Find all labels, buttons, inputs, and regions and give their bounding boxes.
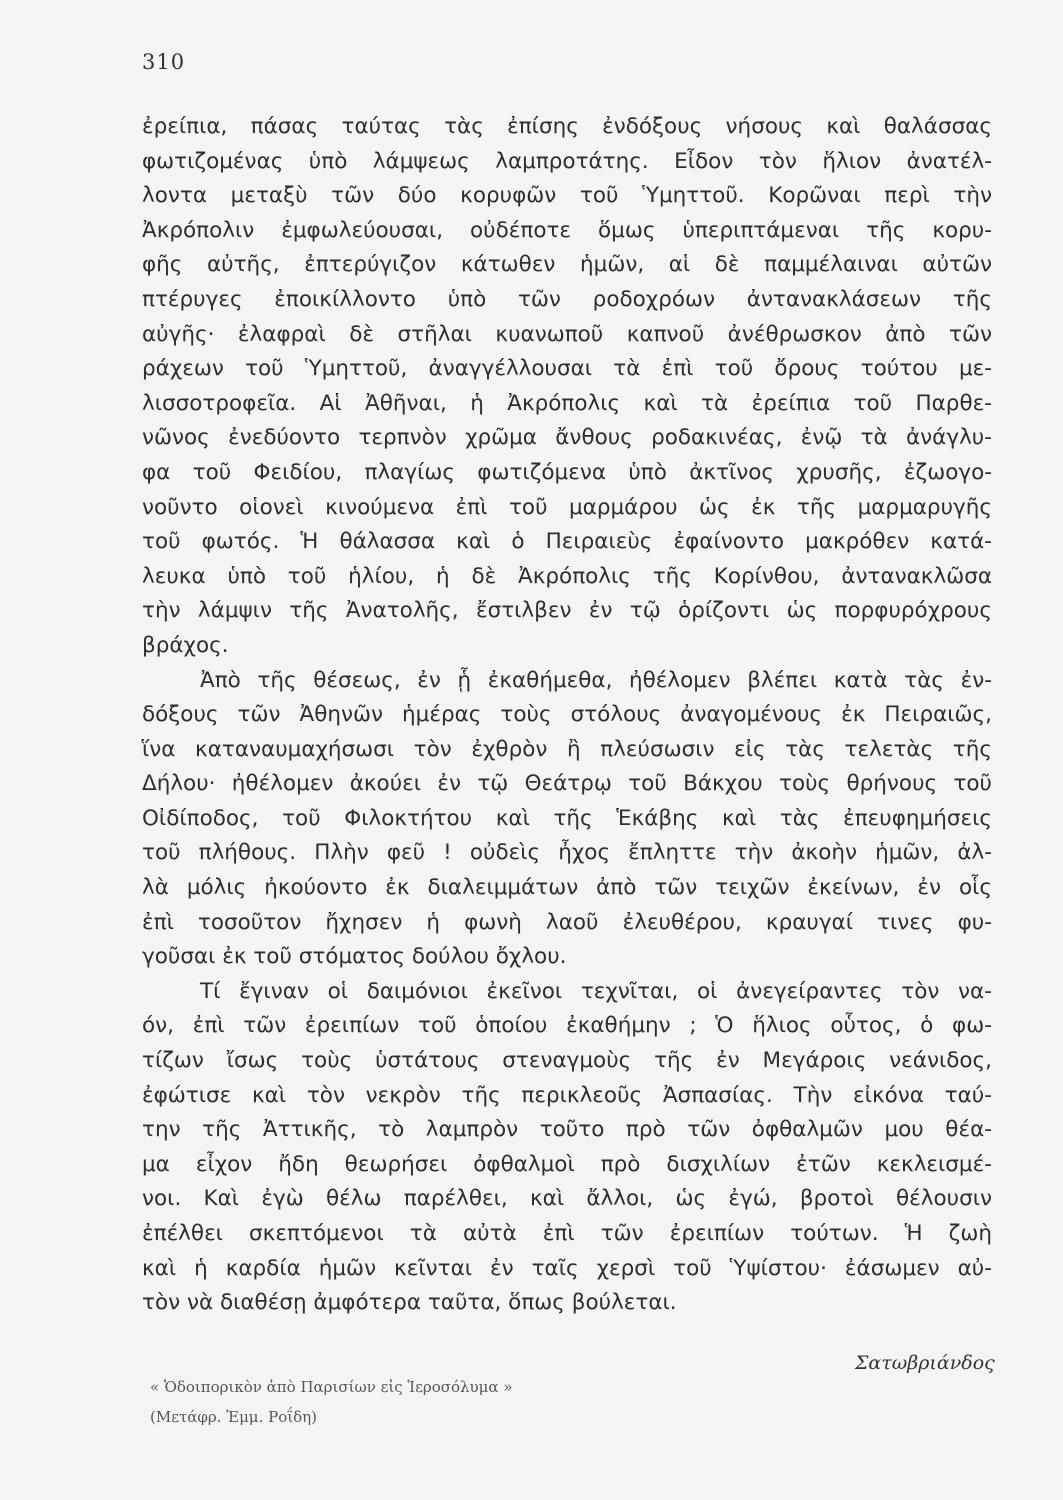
- paragraph-1: [142, 110, 992, 664]
- text-line: τὸν νὰ διαθέσῃ ἀμφότερα ταῦτα, ὅπως βούλεται.: [142, 1290, 677, 1316]
- text-line: λοντα μεταξὺ τῶν δύο κορυφῶν τοῦ Ὑμηττοῦ. Κορῶναι περὶ τὴν: [142, 183, 992, 209]
- text-line: Δήλου· ἠθέλομεν ἀκούει ἐν τῷ Θεάτρῳ τοῦ Βάκχου τοὺς θρήνους τοῦ: [142, 771, 992, 797]
- author-signature: Σατωβριάνδος: [855, 1352, 995, 1374]
- page-number: 310: [142, 50, 186, 74]
- text-line: φα τοῦ Φειδίου, πλαγίως φωτιζόμενα ὑπὸ ἀκτῖνος χρυσῆς, ἐζωογο-: [142, 459, 992, 485]
- text-line: φωτιζομένας ὑπὸ λάμψεως λαμπροτάτης. Εἶδον τὸν ἥλιον ἀνατέλ-: [142, 148, 992, 174]
- text-line: ἐπὶ τοσοῦτον ἤχησεν ἡ φωνὴ λαοῦ ἐλευθέρου, κραυγαί τινες φυ-: [142, 909, 992, 935]
- text-line: Οἰδίποδος, τοῦ Φιλοκτήτου καὶ τῆς Ἑκάβης καὶ τὰς ἐπευφημήσεις: [142, 805, 992, 831]
- text-line: καὶ ἡ καρδία ἡμῶν κεῖνται ἐν ταῖς χερσὶ τοῦ Ὑψίστου· ἐάσωμεν αὐ-: [142, 1255, 992, 1281]
- text-line: ἐπέλθει σκεπτόμενοι τὰ αὐτὰ ἐπὶ τῶν ἐρειπίων τούτων. Ἡ ζωὴ: [142, 1221, 992, 1246]
- source-title: « Ὁδοιπορικὸν ἀπὸ Παρισίων εἰς Ἱεροσόλυμα »: [150, 1378, 513, 1396]
- text-line: τοῦ πλήθους. Πλὴν φεῦ ! οὐδεὶς ἦχος ἔπληττε τὴν ἀκοὴν ἡμῶν, ἀλ-: [142, 840, 992, 866]
- text-line: γοῦσαι ἐκ τοῦ στόματος δούλου ὄχλου.: [142, 944, 567, 970]
- text-line: πτέρυγες ἐποικίλλοντο ὑπὸ τῶν ροδοχρόων ἀντανακλάσεων τῆς: [142, 286, 992, 312]
- text-line: νοῦντο οἱονεὶ κινούμενα ἐπὶ τοῦ μαρμάρου ὡς ἐκ τῆς μαρμαρυγῆς: [142, 494, 992, 520]
- source-translator: (Μετάφρ. Ἐμμ. Ροΐδη): [150, 1408, 317, 1426]
- paragraph-3: [142, 975, 992, 1321]
- text-line: λευκα ὑπὸ τοῦ ἡλίου, ἡ δὲ Ἀκρόπολις τῆς Κορίνθου, ἀντανακλῶσα: [142, 563, 992, 589]
- text-line: λισσοτροφεῖα. Αἱ Ἀθῆναι, ἡ Ἀκρόπολις καὶ τὰ ἐρείπια τοῦ Παρθε-: [142, 390, 992, 416]
- text-line: ράχεων τοῦ Ὑμηττοῦ, ἀναγγέλλουσαι τὰ ἐπὶ τοῦ ὄρους τούτου με-: [142, 356, 992, 382]
- text-line: όν, ἐπὶ τῶν ἐρειπίων τοῦ ὁποίου ἐκαθήμην ; Ὁ ἥλιος οὗτος, ὁ φω-: [142, 1013, 992, 1039]
- text-line: ἐρείπια, πάσας ταύτας τὰς ἐπίσης ἐνδόξους νήσους καὶ θαλάσσας: [142, 114, 992, 139]
- text-line: την τῆς Ἀττικῆς, τὸ λαμπρὸν τοῦτο πρὸ τῶν ὀφθαλμῶν μου θέα-: [142, 1117, 992, 1143]
- text-line: νοι. Καὶ ἐγὼ θέλω παρέλθει, καὶ ἄλλοι, ὡς ἐγώ, βροτοὶ θέλουσιν: [142, 1186, 992, 1212]
- text-line: λὰ μόλις ἠκούοντο ἐκ διαλειμμάτων ἀπὸ τῶν τειχῶν ἐκείνων, ἐν οἷς: [142, 875, 992, 901]
- body-text: [142, 110, 992, 1321]
- text-line: Ἀκρόπολιν ἐμφωλεύουσαι, οὐδέποτε ὅμως ὑπεριπτάμεναι τῆς κορυ-: [142, 217, 992, 243]
- source-citation: [150, 1372, 512, 1432]
- text-line: μα εἶχον ἤδη θεωρήσει ὀφθαλμοὶ πρὸ δισχιλίων ἐτῶν κεκλεισμέ-: [142, 1151, 992, 1177]
- text-line: νῶνος ἐνεδύοντο τερπνὸν χρῶμα ἄνθους ροδακινέας, ἐνῷ τὰ ἀνάγλυ-: [142, 425, 992, 451]
- text-line: τίζων ἴσως τοὺς ὑστάτους στεναγμοὺς τῆς ἐν Μεγάροις νεάνιδος,: [142, 1048, 992, 1074]
- text-line: τοῦ φωτός. Ἡ θάλασσα καὶ ὁ Πειραιεὺς ἐφαίνοντο μακρόθεν κατά-: [142, 529, 992, 555]
- text-line: Ἀπὸ τῆς θέσεως, ἐν ᾗ ἐκαθήμεθα, ἠθέλομεν βλέπει κατὰ τὰς ἐν-: [200, 667, 992, 693]
- text-line: φῆς αὐτῆς, ἐπτερύγιζον κάτωθεν ἡμῶν, αἱ δὲ παμμέλαιναι αὐτῶν: [142, 252, 992, 278]
- paragraph-2: [142, 664, 992, 975]
- text-line: τὴν λάμψιν τῆς Ἀνατολῆς, ἔστιλβεν ἐν τῷ ὁρίζοντι ὡς πορφυρόχρους: [142, 598, 992, 624]
- text-line: βράχος.: [142, 632, 229, 658]
- text-line: αὐγῆς· ἐλαφραὶ δὲ στῆλαι κυανωποῦ καπνοῦ ἀνέθρωσκον ἀπὸ τῶν: [142, 321, 992, 347]
- text-line: ἐφώτισε καὶ τὸν νεκρὸν τῆς περικλεοῦς Ἀσπασίας. Τὴν εἰκόνα ταύ-: [142, 1082, 992, 1108]
- text-line: δόξους τῶν Ἀθηνῶν ἡμέρας τοὺς στόλους ἀναγομένους ἐκ Πειραιῶς,: [142, 702, 992, 728]
- text-line: Τί ἔγιναν οἱ δαιμόνιοι ἐκεῖνοι τεχνῖται, οἱ ἀνεγείραντες τὸν να-: [200, 978, 992, 1004]
- text-line: ἵνα καταναυμαχήσωσι τὸν ἐχθρὸν ἢ πλεύσωσιν εἰς τὰς τελετὰς τῆς: [142, 736, 992, 762]
